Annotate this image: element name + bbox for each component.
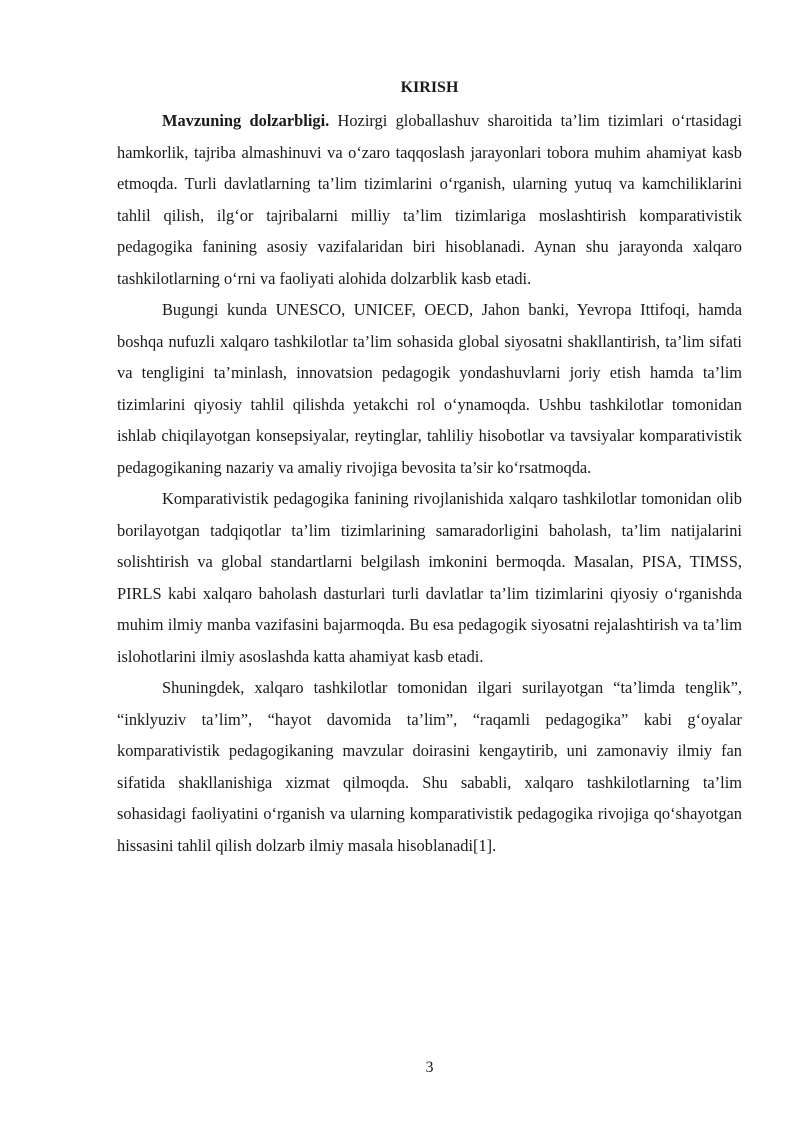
paragraph-lead: Mavzuning dolzarbligi. (162, 111, 330, 130)
paragraph-text: Hozirgi globallashuv sharoitida ta’lim tizimlari o‘rtasidagi hamkorlik, tajriba almashinuvi va o‘zaro taqqoslash jarayonlari tobora muhim ahamiyat kasb etmoqda. Turli davlatlarning ta’lim tizimlarini o‘rganish, ularning yutuq va kamchiliklarini tahlil qilish, ilg‘or tajribalarni milliy ta’lim tizimlariga moslashtirish komparativistik pedagogika fanining asosiy vazifalaridan biri hisoblanadi. Aynan shu jarayonda xalqaro tashkilotlarning o‘rni va faoliyati alohida dolzarblik kasb etadi. (117, 111, 742, 288)
page-number: 3 (425, 1059, 434, 1076)
paragraph-organizations: Bugungi kunda UNESCO, UNICEF, OECD, Jahon banki, Yevropa Ittifoqi, hamda boshqa nufuzli xalqaro tashkilotlar ta’lim sohasida global siyosatni shakllantirish, ta’lim sifati va tengligini ta’minlash, innovatsion pedagogik yondashuvlarni joriy etish hamda ta’lim tizimlarini qiyosiy tahlil qilishda yetakchi rol o‘ynamoqda. Ushbu tashkilotlar tomonidan ishlab chiqilayotgan konsepsiyalar, reytinglar, tahliliy hisobotlar va tavsiyalar komparativistik pedagogikaning nazariy va amaliy rivojiga bevosita ta’sir ko‘rsatmoqda. (117, 300, 742, 477)
paragraph-research: Komparativistik pedagogika fanining rivojlanishida xalqaro tashkilotlar tomonidan olib borilayotgan tadqiqotlar ta’lim tizimlarining samaradorligini baholash, ta’lim natijalarini solishtirish va global standartlarni belgilash imkonini bermoqda. Masalan, PISA, TIMSS, PIRLS kabi xalqaro baholash dasturlari turli davlatlar ta’lim tizimlarini qiyosiy o‘rganishda muhim ilmiy manba vazifasini bajarmoqda. Bu esa pedagogik siyosatni rejalashtirish va ta’lim islohotlarini ilmiy asoslashda katta ahamiyat kasb etadi. (117, 489, 742, 666)
paragraph-ideas: Shuningdek, xalqaro tashkilotlar tomonidan ilgari surilayotgan “ta’limda tenglik”, “inklyuziv ta’lim”, “hayot davomida ta’lim”, “raqamli pedagogika” kabi g‘oyalar komparativistik pedagogikaning mavzular doirasini kengaytirib, uni zamonaviy ilmiy fan sifatida shakllanishiga xizmat qilmoqda. Shu sababli, xalqaro tashkilotlarning ta’lim sohasidagi faoliyatini o‘rganish va ularning komparativistik pedagogika rivojiga qo‘shayotgan hissasini tahlil qilish dolzarb ilmiy masala hisoblanadi[1]. (117, 678, 742, 855)
document-body (117, 105, 742, 861)
document-page (117, 0, 742, 1131)
section-heading: KIRISH (400, 79, 459, 96)
paragraph-relevance (117, 105, 742, 294)
